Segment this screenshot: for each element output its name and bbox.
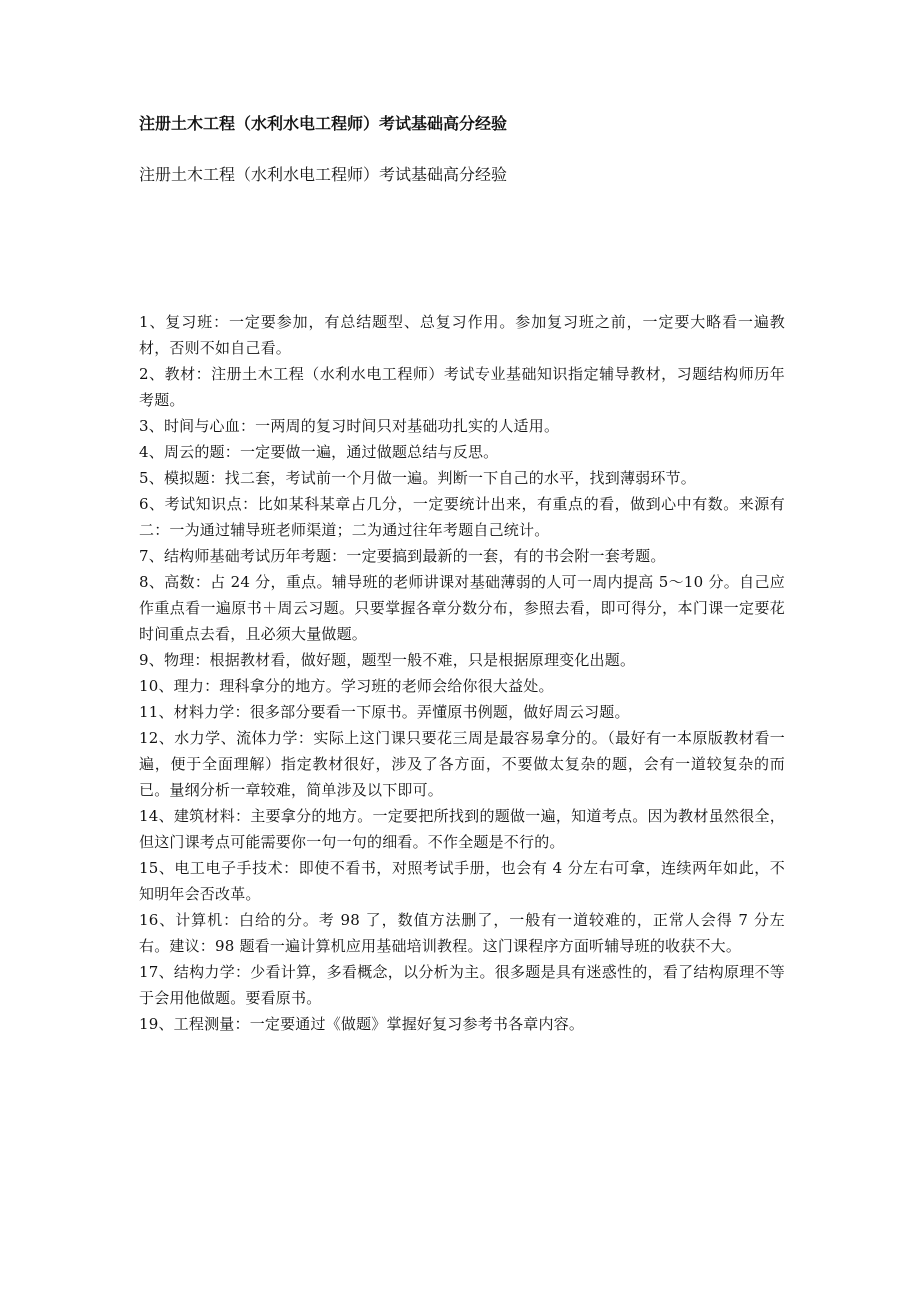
document-title-plain: 注册土木工程（水利水电工程师）考试基础高分经验: [139, 165, 508, 184]
document-body: [139, 309, 785, 1037]
document-title-bold: 注册土木工程（水利水电工程师）考试基础高分经验: [139, 114, 508, 133]
list-item: 6、考试知识点：比如某科某章占几分，一定要统计出来，有重点的看，做到心中有数。来源有二：一为通过辅导班老师渠道；二为通过往年考题自己统计。: [139, 495, 785, 539]
list-item: 8、高数：占 24 分，重点。辅导班的老师讲课对基础薄弱的人可一周内提高 5～10 分。自己应作重点看一遍原书＋周云习题。只要掌握各章分数分布，参照去看，即可得分，本门课一定要花时间重点去看，且必须大量做题。: [139, 573, 785, 643]
list-item: 16、计算机：白给的分。考 98 了，数值方法删了，一般有一道较难的，正常人会得 7 分左右。建议：98 题看一遍计算机应用基础培训教程。这门课程序方面听辅导班的收获不大。: [139, 911, 785, 955]
list-item: 4、周云的题：一定要做一遍，通过做题总结与反思。: [139, 443, 499, 461]
list-item: 10、理力：理科拿分的地方。学习班的老师会给你很大益处。: [139, 677, 554, 695]
list-item: 5、模拟题：找二套，考试前一个月做一遍。判断一下自己的水平，找到薄弱环节。: [139, 469, 696, 487]
list-item: 11、材料力学：很多部分要看一下原书。弄懂原书例题，做好周云习题。: [139, 703, 630, 721]
list-item: 12、水力学、流体力学：实际上这门课只要花三周是最容易拿分的。（最好有一本原版教材看一遍，便于全面理解）指定教材很好，涉及了各方面，不要做太复杂的题，会有一道较复杂的而已。量纲分析一章较难，简单涉及以下即可。: [139, 729, 785, 799]
list-item: 3、时间与心血：一两周的复习时间只对基础功扎实的人适用。: [139, 417, 560, 435]
list-item: 1、复习班：一定要参加，有总结题型、总复习作用。参加复习班之前，一定要大略看一遍教材，否则不如自己看。: [139, 313, 785, 357]
list-item: 2、教材：注册土木工程（水利水电工程师）考试专业基础知识指定辅导教材，习题结构师历年考题。: [139, 365, 785, 409]
list-item: 9、物理：根据教材看，做好题，题型一般不难，只是根据原理变化出题。: [139, 651, 636, 669]
list-item: 7、结构师基础考试历年考题：一定要搞到最新的一套，有的书会附一套考题。: [139, 547, 666, 565]
list-item: 15、电工电子手技术：即使不看书，对照考试手册，也会有 4 分左右可拿，连续两年如此，不知明年会否改革。: [139, 859, 785, 903]
list-item: 14、建筑材料：主要拿分的地方。一定要把所找到的题做一遍，知道考点。因为教材虽然很全，但这门课考点可能需要你一句一句的细看。不作全题是不行的。: [139, 807, 785, 851]
list-item: 19、工程测量：一定要通过《做题》掌握好复习参考书各章内容。: [139, 1015, 585, 1033]
list-item: 17、结构力学：少看计算，多看概念，以分析为主。很多题是具有迷惑性的，看了结构原理不等于会用他做题。要看原书。: [139, 963, 785, 1007]
